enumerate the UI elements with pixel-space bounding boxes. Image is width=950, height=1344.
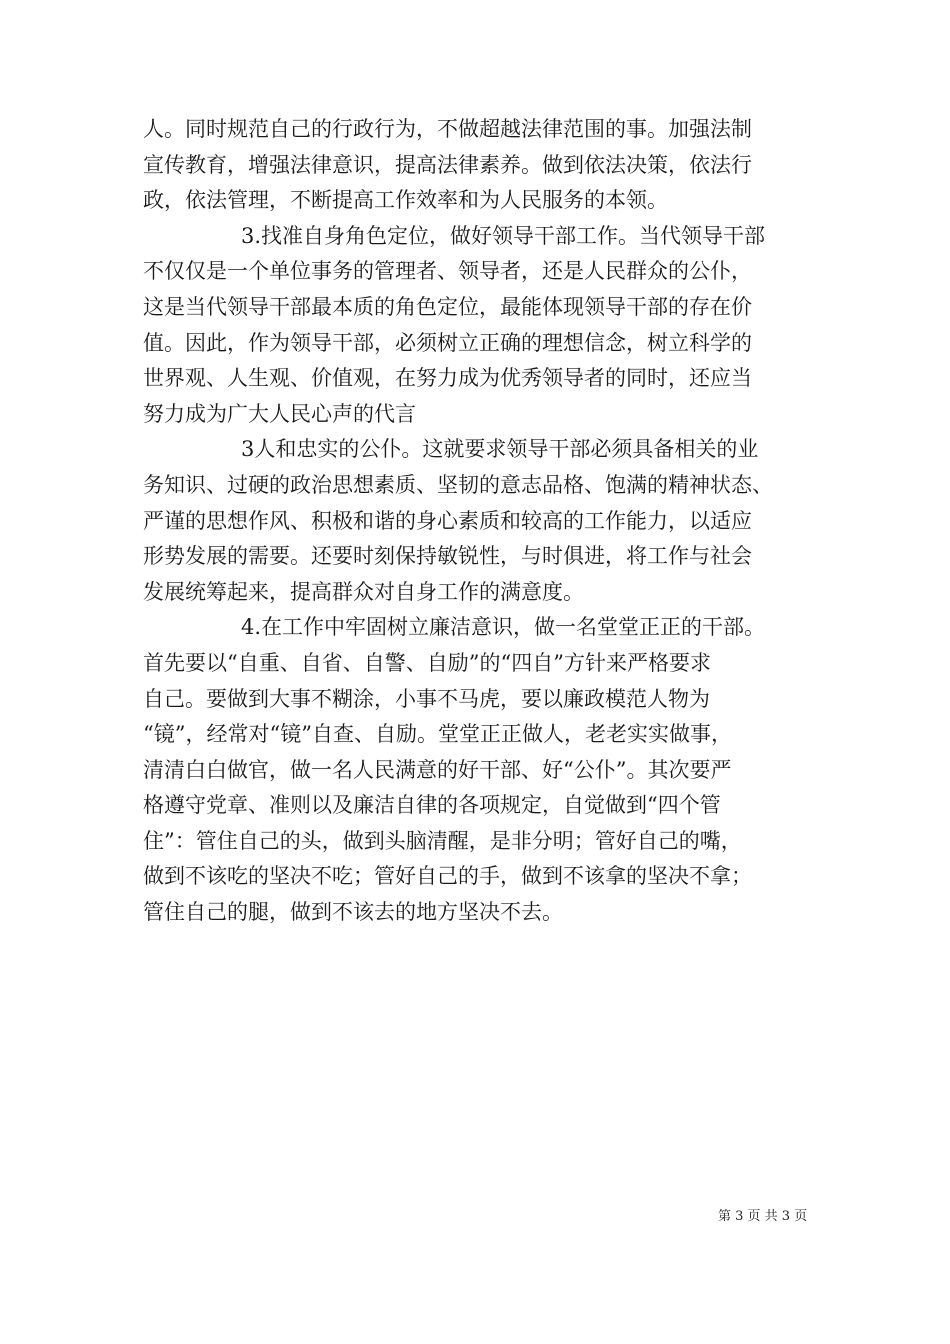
text-line: 人。同时规范自己的行政行为，不做超越法律范围的事。加强法制 bbox=[143, 117, 752, 141]
text-line: 这是当代领导干部最本质的角色定位，最能体现领导干部的存在价 bbox=[143, 294, 752, 319]
text-line: 宣传教育，增强法律意识，提高法律素养。做到依法决策，依法行 bbox=[143, 152, 752, 177]
text-line: 务知识、过硬的政治思想素质、坚韧的意志品格、饱满的精神状态、 bbox=[143, 472, 773, 497]
text-line: 自己。要做到大事不糊涂，小事不马虎，要以廉政模范人物为 bbox=[143, 686, 710, 711]
text-line: 努力成为广大人民心声的代言 bbox=[143, 401, 416, 426]
text-line: 4.在工作中牢固树立廉洁意识，做一名堂堂正正的干部。 bbox=[241, 615, 766, 640]
text-line: 做到不该吃的坚决不吃；管好自己的手，做到不该拿的坚决不拿； bbox=[143, 864, 752, 889]
document-body bbox=[143, 112, 823, 931]
text-line: 管住自己的腿，做到不该去的地方坚决不去。 bbox=[143, 900, 563, 925]
text-line: “镜”，经常对“镜”自查、自励。堂堂正正做人，老老实实做事， bbox=[143, 722, 732, 747]
text-line: 首先要以“自重、自省、自警、自励”的“四自”方针来严格要求 bbox=[143, 650, 711, 675]
text-line: 政，依法管理，不断提高工作效率和为人民服务的本领。 bbox=[143, 188, 668, 213]
text-line: 格遵守党章、准则以及廉洁自律的各项规定，自觉做到“四个管 bbox=[143, 793, 721, 818]
text-line: 值。因此，作为领导干部，必须树立正确的理想信念，树立科学的 bbox=[143, 330, 752, 355]
text-line: 3人和忠实的公仆。这就要求领导干部必须具备相关的业 bbox=[241, 437, 759, 462]
text-line: 住”：管住自己的头，做到头脑清醒，是非分明；管好自己的嘴， bbox=[143, 828, 742, 853]
text-line: 清清白白做官，做一名人民满意的好干部、好“公仆”。其次要严 bbox=[143, 757, 732, 782]
text-line: 不仅仅是一个单位事务的管理者、领导者，还是人民群众的公仆， bbox=[143, 259, 752, 284]
text-line: 3.找准自身角色定位，做好领导干部工作。当代领导干部 bbox=[241, 223, 766, 248]
text-line: 形势发展的需要。还要时刻保持敏锐性，与时俱进，将工作与社会 bbox=[143, 544, 752, 569]
text-line: 发展统筹起来，提高群众对自身工作的满意度。 bbox=[143, 579, 584, 604]
text-line: 世界观、人生观、价值观，在努力成为优秀领导者的同时，还应当 bbox=[143, 366, 752, 391]
page-number-footer: 第 3 页 共 3 页 bbox=[718, 1209, 808, 1224]
text-line: 严谨的思想作风、积极和谐的身心素质和较高的工作能力，以适应 bbox=[143, 508, 752, 533]
